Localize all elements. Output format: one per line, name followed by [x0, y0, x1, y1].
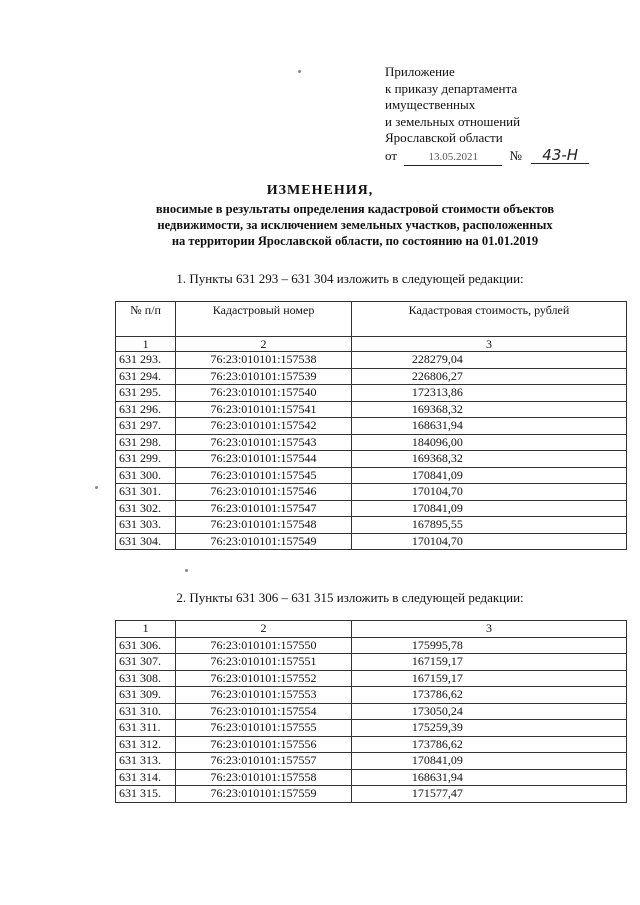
table-row: [116, 517, 627, 534]
document-subtitle: [95, 201, 615, 249]
row-item-number: 631 303.: [116, 517, 176, 534]
row-item-number: 631 299.: [116, 451, 176, 468]
table-row: [116, 533, 627, 550]
row-item-number: 631 296.: [116, 401, 176, 418]
row-item-number: 631 308.: [116, 670, 176, 687]
header-col-num: 3: [351, 621, 626, 638]
row-cadastral-value: 167159,17: [351, 654, 626, 671]
order-prefix: от: [385, 147, 398, 163]
row-cadastral-value: 168631,94: [351, 769, 626, 786]
row-item-number: 631 293.: [116, 352, 176, 369]
table-row: [116, 753, 627, 770]
row-item-number: 631 312.: [116, 736, 176, 753]
row-cadastral-value: 175259,39: [351, 720, 626, 737]
row-item-number: 631 297.: [116, 418, 176, 435]
row-cadastral-number: 76:23:010101:157550: [176, 637, 352, 654]
row-cadastral-number: 76:23:010101:157539: [176, 368, 352, 385]
table-row: [116, 670, 627, 687]
table-row: [116, 703, 627, 720]
row-cadastral-value: 170104,70: [351, 484, 626, 501]
row-cadastral-number: 76:23:010101:157543: [176, 434, 352, 451]
row-cadastral-value: 170841,09: [351, 500, 626, 517]
table-row: [116, 401, 627, 418]
row-item-number: 631 295.: [116, 385, 176, 402]
row-item-number: 631 302.: [116, 500, 176, 517]
row-cadastral-value: 169368,32: [351, 451, 626, 468]
appendix-block: [385, 64, 625, 166]
row-cadastral-number: 76:23:010101:157559: [176, 786, 352, 803]
row-cadastral-number: 76:23:010101:157549: [176, 533, 352, 550]
table-row: [116, 368, 627, 385]
row-cadastral-number: 76:23:010101:157552: [176, 670, 352, 687]
order-line: [385, 147, 625, 167]
table-row: [116, 467, 627, 484]
table-row: [116, 769, 627, 786]
cadastral-table-2: [115, 620, 627, 803]
scan-speck: [95, 486, 98, 489]
header-col-num: 2: [176, 621, 352, 638]
table-row: [116, 736, 627, 753]
table-row: [116, 637, 627, 654]
row-cadastral-number: 76:23:010101:157544: [176, 451, 352, 468]
section2-heading: 2. Пункты 631 306 – 631 315 изложить в следующей редакции:: [176, 590, 524, 605]
row-item-number: 631 310.: [116, 703, 176, 720]
table-row: [116, 720, 627, 737]
row-item-number: 631 298.: [116, 434, 176, 451]
appendix-line: Ярославской области: [385, 130, 503, 145]
appendix-line: и земельных отношений: [385, 113, 521, 129]
row-cadastral-number: 76:23:010101:157545: [176, 467, 352, 484]
appendix-line: имущественных: [385, 97, 476, 112]
row-cadastral-value: 184096,00: [351, 434, 626, 451]
scan-speck: [298, 70, 301, 73]
row-cadastral-value: 167159,17: [351, 670, 626, 687]
row-item-number: 631 313.: [116, 753, 176, 770]
row-cadastral-number: 76:23:010101:157553: [176, 687, 352, 704]
table-row: [116, 385, 627, 402]
header-col-num: 3: [351, 337, 626, 352]
table-row: [116, 352, 627, 369]
table-row: [116, 418, 627, 435]
row-cadastral-number: 76:23:010101:157555: [176, 720, 352, 737]
document-title: ИЗМЕНЕНИЯ,: [266, 183, 374, 198]
row-cadastral-value: 175995,78: [351, 637, 626, 654]
table-row: [116, 451, 627, 468]
header-col-num: 2: [176, 337, 352, 352]
header-number: № п/п: [116, 302, 176, 337]
row-cadastral-value: 168631,94: [351, 418, 626, 435]
row-cadastral-number: 76:23:010101:157557: [176, 753, 352, 770]
row-cadastral-value: 173786,62: [351, 687, 626, 704]
section1-heading: 1. Пункты 631 293 – 631 304 изложить в следующей редакции:: [176, 271, 524, 286]
row-cadastral-number: 76:23:010101:157554: [176, 703, 352, 720]
row-cadastral-value: 228279,04: [351, 352, 626, 369]
row-cadastral-number: 76:23:010101:157551: [176, 654, 352, 671]
table-row: [116, 786, 627, 803]
row-cadastral-number: 76:23:010101:157546: [176, 484, 352, 501]
row-cadastral-number: 76:23:010101:157547: [176, 500, 352, 517]
row-item-number: 631 294.: [116, 368, 176, 385]
header-col-num: 1: [116, 337, 176, 352]
subtitle-line: на территории Ярославской области, по состоянию на 01.01.2019: [171, 234, 539, 248]
table-row: [116, 654, 627, 671]
row-cadastral-value: 170841,09: [351, 467, 626, 484]
subtitle-line: вносимые в результаты определения кадастровой стоимости объектов: [155, 202, 555, 216]
row-cadastral-value: 173786,62: [351, 736, 626, 753]
row-cadastral-number: 76:23:010101:157558: [176, 769, 352, 786]
scan-speck: [185, 569, 188, 572]
row-cadastral-value: 226806,27: [351, 368, 626, 385]
order-number: 43-Н: [531, 147, 589, 165]
row-cadastral-value: 169368,32: [351, 401, 626, 418]
row-cadastral-value: 167895,55: [351, 517, 626, 534]
row-cadastral-number: 76:23:010101:157542: [176, 418, 352, 435]
table-row: [116, 434, 627, 451]
table-row: [116, 500, 627, 517]
row-item-number: 631 315.: [116, 786, 176, 803]
appendix-line: к приказу департамента: [385, 80, 518, 96]
row-item-number: 631 300.: [116, 467, 176, 484]
order-date: 13.05.2021: [404, 149, 502, 167]
table-row: [116, 687, 627, 704]
row-cadastral-number: 76:23:010101:157548: [176, 517, 352, 534]
row-item-number: 631 304.: [116, 533, 176, 550]
row-cadastral-value: 172313,86: [351, 385, 626, 402]
row-cadastral-value: 170841,09: [351, 753, 626, 770]
table-row: [116, 484, 627, 501]
row-cadastral-value: 173050,24: [351, 703, 626, 720]
order-number-label: №: [509, 147, 522, 163]
row-cadastral-value: 171577,47: [351, 786, 626, 803]
row-cadastral-number: 76:23:010101:157538: [176, 352, 352, 369]
appendix-line: Приложение: [385, 64, 455, 79]
header-cadastral-value: Кадастровая стоимость, рублей: [351, 302, 626, 337]
row-cadastral-number: 76:23:010101:157540: [176, 385, 352, 402]
row-item-number: 631 314.: [116, 769, 176, 786]
subtitle-line: недвижимости, за исключением земельных участков, расположенных: [157, 218, 553, 232]
row-item-number: 631 311.: [116, 720, 176, 737]
row-item-number: 631 307.: [116, 654, 176, 671]
header-col-num: 1: [116, 621, 176, 638]
row-cadastral-number: 76:23:010101:157541: [176, 401, 352, 418]
row-item-number: 631 309.: [116, 687, 176, 704]
row-item-number: 631 301.: [116, 484, 176, 501]
cadastral-table-1: [115, 301, 627, 550]
row-cadastral-number: 76:23:010101:157556: [176, 736, 352, 753]
header-cadastral-number: Кадастровый номер: [176, 302, 352, 337]
row-item-number: 631 306.: [116, 637, 176, 654]
row-cadastral-value: 170104,70: [351, 533, 626, 550]
